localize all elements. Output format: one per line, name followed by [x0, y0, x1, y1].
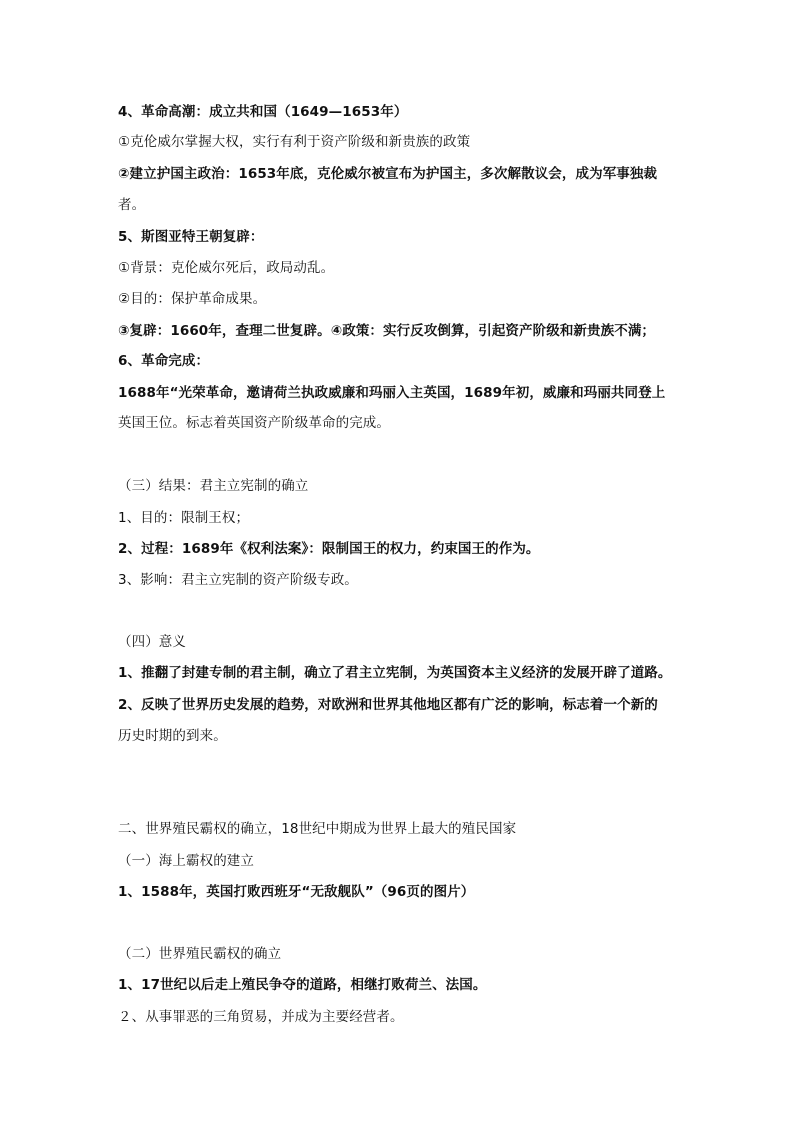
text-line: 2、反映了世界历史发展的趋势，对欧洲和世界其他地区都有广泛的影响，标志着一个新的: [118, 697, 658, 713]
text-line: 者。: [118, 197, 146, 213]
text-line: 1、1588年，英国打败西班牙“无敌舰队”（96页的图片）: [118, 884, 475, 900]
text-line: 1、17世纪以后走上殖民争夺的道路，相继打败荷兰、法国。: [118, 977, 487, 993]
text-line: 英国王位。标志着英国资产阶级革命的完成。: [118, 415, 390, 431]
heading-stuart-restoration: 5、斯图亚特王朝复辟：: [118, 229, 264, 245]
text-line: ②目的：保护革命成果。: [118, 291, 267, 307]
heading-section-four: （四）意义: [118, 634, 186, 650]
heading-revolution-climax: 4、革命高潮：成立共和国（1649—1653年）: [118, 104, 408, 120]
text-line: 3、影响：君主立宪制的资产阶级专政。: [118, 572, 358, 588]
heading-section-three: （三）结果：君主立宪制的确立: [118, 478, 309, 494]
text-line: 1、目的：限制王权；: [118, 510, 250, 526]
text-line: ①克伦威尔掌握大权，实行有利于资产阶级和新贵族的政策: [118, 134, 471, 150]
text-line: 1、推翻了封建专制的君主制，确立了君主立宪制，为英国资本主义经济的发展开辟了道路。: [118, 665, 672, 681]
text-line: 2、过程：1689年《权利法案》：限制国王的权力，约束国王的作为。: [118, 541, 540, 557]
heading-revolution-complete: 6、革命完成：: [118, 353, 210, 369]
text-line: ③复辟：1660年，查理二世复辟。④政策：实行反攻倒算，引起资产阶级和新贵族不满；: [118, 323, 656, 339]
text-line: 1688年“光荣革命，邀请荷兰执政威廉和玛丽入主英国，1689年初，威廉和玛丽共同登上: [118, 385, 666, 401]
heading-colonial-hegemony: （二）世界殖民霸权的确立: [118, 946, 282, 962]
heading-sea-power: （一）海上霸权的建立: [118, 853, 254, 869]
heading-part-two: 二、世界殖民霸权的确立，18世纪中期成为世界上最大的殖民国家: [118, 821, 517, 837]
text-line: ②建立护国主政治：1653年底，克伦威尔被宣布为护国主，多次解散议会，成为军事独裁: [118, 166, 658, 182]
text-line: ①背景：克伦威尔死后，政局动乱。: [118, 260, 335, 276]
text-line: ２、从事罪恶的三角贸易，并成为主要经营者。: [118, 1009, 404, 1025]
text-line: 历史时期的到来。: [118, 728, 227, 744]
